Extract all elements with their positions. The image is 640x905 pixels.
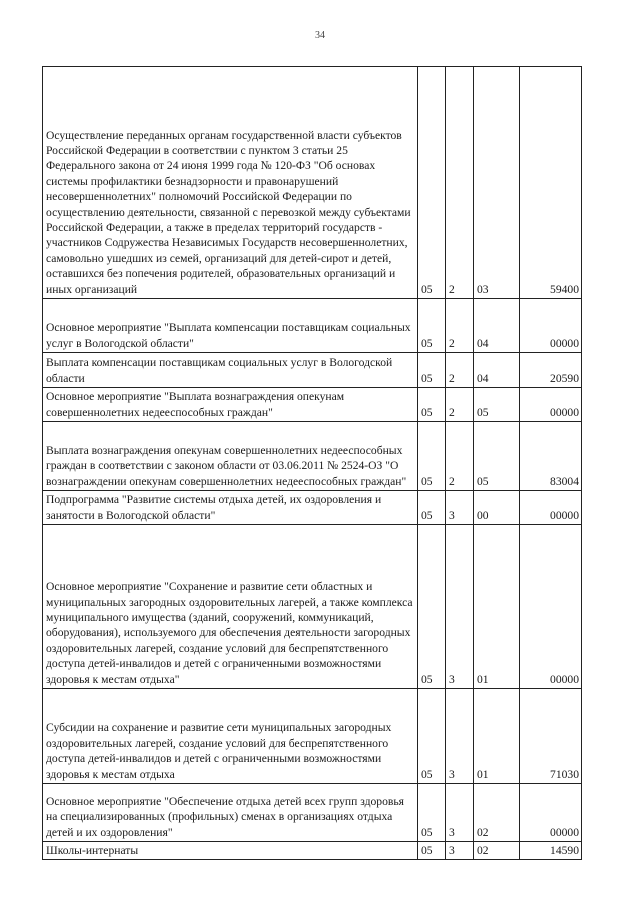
code-direction: 00000 (520, 299, 582, 353)
row-description: Осуществление переданных органам государственной власти субъектов Российской Федерации в соответствии с пунктом 3 статьи 25 Федерального закона от 24 июня 1999 года № 120-ФЗ "Об основах системы профилактики безнадзорности и правонарушений несовершеннолетних" полномочий Российской Федерации по осуществлению деятельности, связанной с перевозкой между субъектами Российской Федерации, а также в пределах территорий государств - участников Содружества Независимых Государств несовершеннолетних, самовольно ушедших из семей, организаций для детей-сирот и детей, оставшихся без попечения родителей, образовательных организаций и иных организаций (43, 67, 418, 299)
code-subprogram: 2 (446, 67, 474, 299)
code-activity: 00 (474, 491, 520, 525)
code-activity: 05 (474, 388, 520, 422)
table-row (43, 422, 582, 491)
code-section: 05 (418, 491, 446, 525)
code-subprogram: 3 (446, 689, 474, 784)
code-activity: 01 (474, 525, 520, 689)
code-direction: 83004 (520, 422, 582, 491)
table-row (43, 784, 582, 842)
code-subprogram: 3 (446, 784, 474, 842)
page-number: 34 (315, 30, 325, 41)
row-description: Выплата компенсации поставщикам социальных услуг в Вологодской области (43, 353, 418, 388)
table-row (43, 299, 582, 353)
table-row (43, 388, 582, 422)
code-activity: 03 (474, 67, 520, 299)
code-direction: 20590 (520, 353, 582, 388)
code-section: 05 (418, 784, 446, 842)
code-section: 05 (418, 353, 446, 388)
code-subprogram: 2 (446, 388, 474, 422)
budget-table (42, 66, 582, 860)
code-subprogram: 3 (446, 842, 474, 860)
code-direction: 00000 (520, 491, 582, 525)
code-subprogram: 3 (446, 525, 474, 689)
code-section: 05 (418, 689, 446, 784)
code-direction: 59400 (520, 67, 582, 299)
table-row (43, 353, 582, 388)
code-activity: 04 (474, 299, 520, 353)
code-activity: 04 (474, 353, 520, 388)
code-activity: 02 (474, 842, 520, 860)
row-description: Основное мероприятие "Выплата компенсации поставщикам социальных услуг в Вологодской области" (43, 299, 418, 353)
code-direction: 00000 (520, 388, 582, 422)
code-activity: 01 (474, 689, 520, 784)
code-activity: 02 (474, 784, 520, 842)
row-description: Основное мероприятие "Обеспечение отдыха детей всех групп здоровья на специализированных (профильных) сменах в организациях отдыха детей и их оздоровления" (43, 784, 418, 842)
code-direction: 00000 (520, 784, 582, 842)
code-section: 05 (418, 422, 446, 491)
code-subprogram: 2 (446, 299, 474, 353)
table-row (43, 525, 582, 689)
table-row (43, 67, 582, 299)
table-row (43, 842, 582, 860)
row-description: Основное мероприятие "Выплата вознаграждения опекунам совершеннолетних недееспособных граждан" (43, 388, 418, 422)
code-direction: 14590 (520, 842, 582, 860)
code-section: 05 (418, 388, 446, 422)
code-section: 05 (418, 525, 446, 689)
row-description: Выплата вознаграждения опекунам совершеннолетних недееспособных граждан в соответствии с законом области от 03.06.2011 № 2524-ОЗ "О вознаграждении опекунам совершеннолетних недееспособных граждан" (43, 422, 418, 491)
code-activity: 05 (474, 422, 520, 491)
row-description: Основное мероприятие "Сохранение и развитие сети областных и муниципальных загородных оздоровительных лагерей, а также комплекса муниципального имущества (зданий, сооружений, коммуникаций, оборудования), используемого для обеспечения деятельности загородных оздоровительных лагерей, создание условий для беспрепятственного доступа детей-инвалидов и детей с ограниченными возможностями здоровья к местам отдыха" (43, 525, 418, 689)
code-subprogram: 2 (446, 353, 474, 388)
code-direction: 00000 (520, 525, 582, 689)
code-subprogram: 2 (446, 422, 474, 491)
code-direction: 71030 (520, 689, 582, 784)
code-section: 05 (418, 842, 446, 860)
table-row (43, 491, 582, 525)
row-description: Субсидии на сохранение и развитие сети муниципальных загородных оздоровительных лагерей, создание условий для беспрепятственного доступа детей-инвалидов и детей с ограниченными возможностями здоровья к местам отдыха (43, 689, 418, 784)
table-row (43, 689, 582, 784)
row-description: Школы-интернаты (43, 842, 418, 860)
row-description: Подпрограмма "Развитие системы отдыха детей, их оздоровления и занятости в Вологодской области" (43, 491, 418, 525)
code-subprogram: 3 (446, 491, 474, 525)
code-section: 05 (418, 299, 446, 353)
code-section: 05 (418, 67, 446, 299)
